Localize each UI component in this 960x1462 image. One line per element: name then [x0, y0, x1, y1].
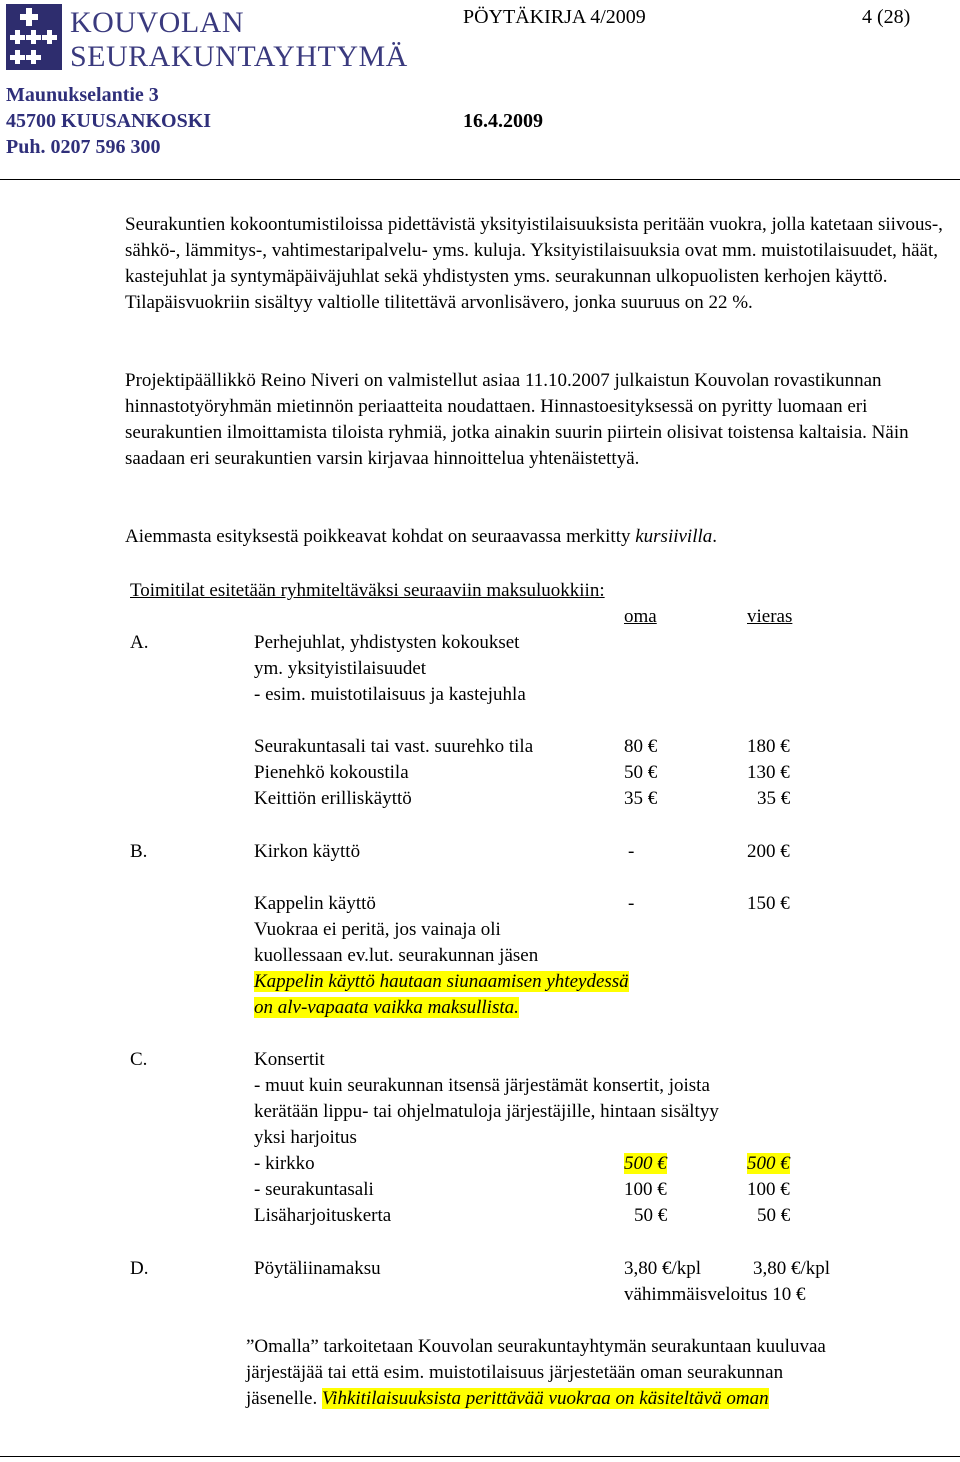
crosses-logo-icon [6, 4, 62, 70]
document-title: PÖYTÄKIRJA 4/2009 [463, 6, 646, 28]
section-b-letter: B. [130, 841, 148, 862]
price-row-label: - kirkko [254, 1153, 315, 1174]
section-a-letter: A. [130, 632, 149, 653]
highlighted-text: 500 € [747, 1153, 790, 1174]
price-oma: 100 € [624, 1179, 667, 1200]
price-vieras: 100 € [747, 1179, 790, 1200]
price-row-label: Pienehkö kokoustila [254, 762, 409, 783]
price-vieras: 200 € [747, 841, 790, 862]
price-vieras: 35 € [757, 788, 791, 809]
section-a-desc3: - esim. muistotilaisuus ja kastejuhla [254, 684, 526, 705]
price-oma: 35 € [624, 788, 658, 809]
highlighted-text: Vihkitilaisuuksista perittävää vuokraa on käsiteltävä oman [321, 1388, 769, 1409]
phone: Puh. 0207 596 300 [6, 136, 161, 158]
document-date: 16.4.2009 [463, 110, 543, 132]
paragraph-changes-note [125, 524, 955, 550]
header-divider [0, 179, 960, 180]
price-vieras: 130 € [747, 762, 790, 783]
section-c-desc3: yksi harjoitus [254, 1127, 357, 1148]
section-b-highlight1 [254, 969, 629, 995]
price-vieras: 3,80 €/kpl [753, 1258, 831, 1279]
section-b-note2: kuollessaan ev.lut. seurakunnan jäsen [254, 945, 539, 966]
section-a-desc2: ym. yksityistilaisuudet [254, 658, 427, 679]
address-city: 45700 KUUSANKOSKI [6, 110, 212, 132]
price-oma: 50 € [634, 1205, 668, 1226]
changes-note-end: . [712, 526, 718, 547]
column-header-vieras: vieras [747, 606, 793, 627]
section-c-desc2: kerätään lippu- tai ohjelmatuloja järjestäjille, hintaan sisältyy [254, 1101, 719, 1122]
price-row-label: Keittiön erilliskäyttö [254, 788, 412, 809]
price-vieras: 150 € [747, 893, 790, 914]
footer-note-plain: jäsenelle. [246, 1388, 322, 1409]
price-row-label: Pöytäliinamaksu [254, 1258, 381, 1279]
price-row-label: Kappelin käyttö [254, 893, 376, 914]
highlighted-text: on alv-vapaata vaikka maksullista. [254, 997, 519, 1018]
price-oma-highlight [624, 1151, 667, 1177]
section-c-desc1: - muut kuin seurakunnan itsensä järjestämät konsertit, joista [254, 1075, 710, 1096]
paragraph-rental-intro: Seurakuntien kokoontumistiloissa pidettävistä yksityistilaisuuksista peritään vuokra, jolla katetaan siivous-, sähkö-, lämmitys-, vahtimestaripalvelu- yms. kuluja. Yksityistilaisuuksia ovat mm. muistotilaisuudet, häät, kastejuhlat ja syntymäpäiväjuhlat sekä yhdistysten yms. seurakunnan ulkopuolisten kerhojen käyttö. Tilapäisvuokriin sisältyy valtiolle tilitettävä arvonlisävero, jonka suuruus on 22 %. [125, 214, 943, 313]
price-vieras: 50 € [757, 1205, 791, 1226]
price-row-label: - seurakuntasali [254, 1179, 374, 1200]
footer-note-line2: järjestäjää tai että esim. muistotilaisuus järjestetään oman seurakunnan [246, 1362, 784, 1383]
column-header-oma: oma [624, 606, 657, 627]
footer-divider [0, 1456, 960, 1457]
paragraph-preparation: Projektipäällikkö Reino Niveri on valmistellut asiaa 11.10.2007 julkaistun Kouvolan rovastikunnan hinnastotyöryhmän mietinnön periaatteita noudattaen. Hinnastoesityksessä on pyritty luomaan eri seurakuntien ilmoittamista tiloista ryhmiä, jotka ainakin suurin piirtein olisivat toistensa kaltaisia. Näin saadaan eri seurakuntien varsin kirjavaa hinnoittelua yhtenäistettyä. [125, 370, 909, 469]
price-oma: - [628, 841, 635, 862]
org-name-line1: KOUVOLAN [70, 6, 244, 39]
changes-note-italic: kursiivilla [635, 526, 713, 547]
highlighted-text: Kappelin käyttö hautaan siunaamisen yhteydessä [254, 971, 629, 992]
price-oma: 3,80 €/kpl [624, 1258, 702, 1279]
section-b-highlight2 [254, 995, 519, 1021]
highlighted-text: 500 € [624, 1153, 667, 1174]
changes-note-text: Aiemmasta esityksestä poikkeavat kohdat on seuraavassa merkitty [125, 526, 636, 547]
price-row-label: Lisäharjoituskerta [254, 1205, 392, 1226]
section-b-note1: Vuokraa ei peritä, jos vainaja oli [254, 919, 501, 940]
pricing-heading: Toimitilat esitetään ryhmiteltäväksi seuraaviin maksuluokkiin: [130, 580, 605, 601]
price-vieras: 180 € [747, 736, 790, 757]
price-vieras-highlight [747, 1151, 790, 1177]
section-c-letter: C. [130, 1049, 148, 1070]
page-number: 4 (28) [862, 6, 911, 28]
price-oma: - [628, 893, 635, 914]
section-a-desc1: Perhejuhlat, yhdistysten kokoukset [254, 632, 520, 653]
price-oma: 80 € [624, 736, 658, 757]
footer-note-line3 [246, 1386, 769, 1412]
footer-note-line1: ”Omalla” tarkoitetaan Kouvolan seurakuntayhtymän seurakuntaan kuuluvaa [246, 1336, 826, 1357]
price-row-label: Kirkon käyttö [254, 841, 361, 862]
minimum-charge: vähimmäisveloitus 10 € [624, 1284, 806, 1305]
org-name-line2: SEURAKUNTAYHTYMÄ [70, 40, 408, 73]
price-oma: 50 € [624, 762, 658, 783]
address-street: Maunukselantie 3 [6, 84, 159, 106]
section-c-title: Konsertit [254, 1049, 325, 1070]
section-d-letter: D. [130, 1258, 149, 1279]
price-row-label: Seurakuntasali tai vast. suurehko tila [254, 736, 534, 757]
